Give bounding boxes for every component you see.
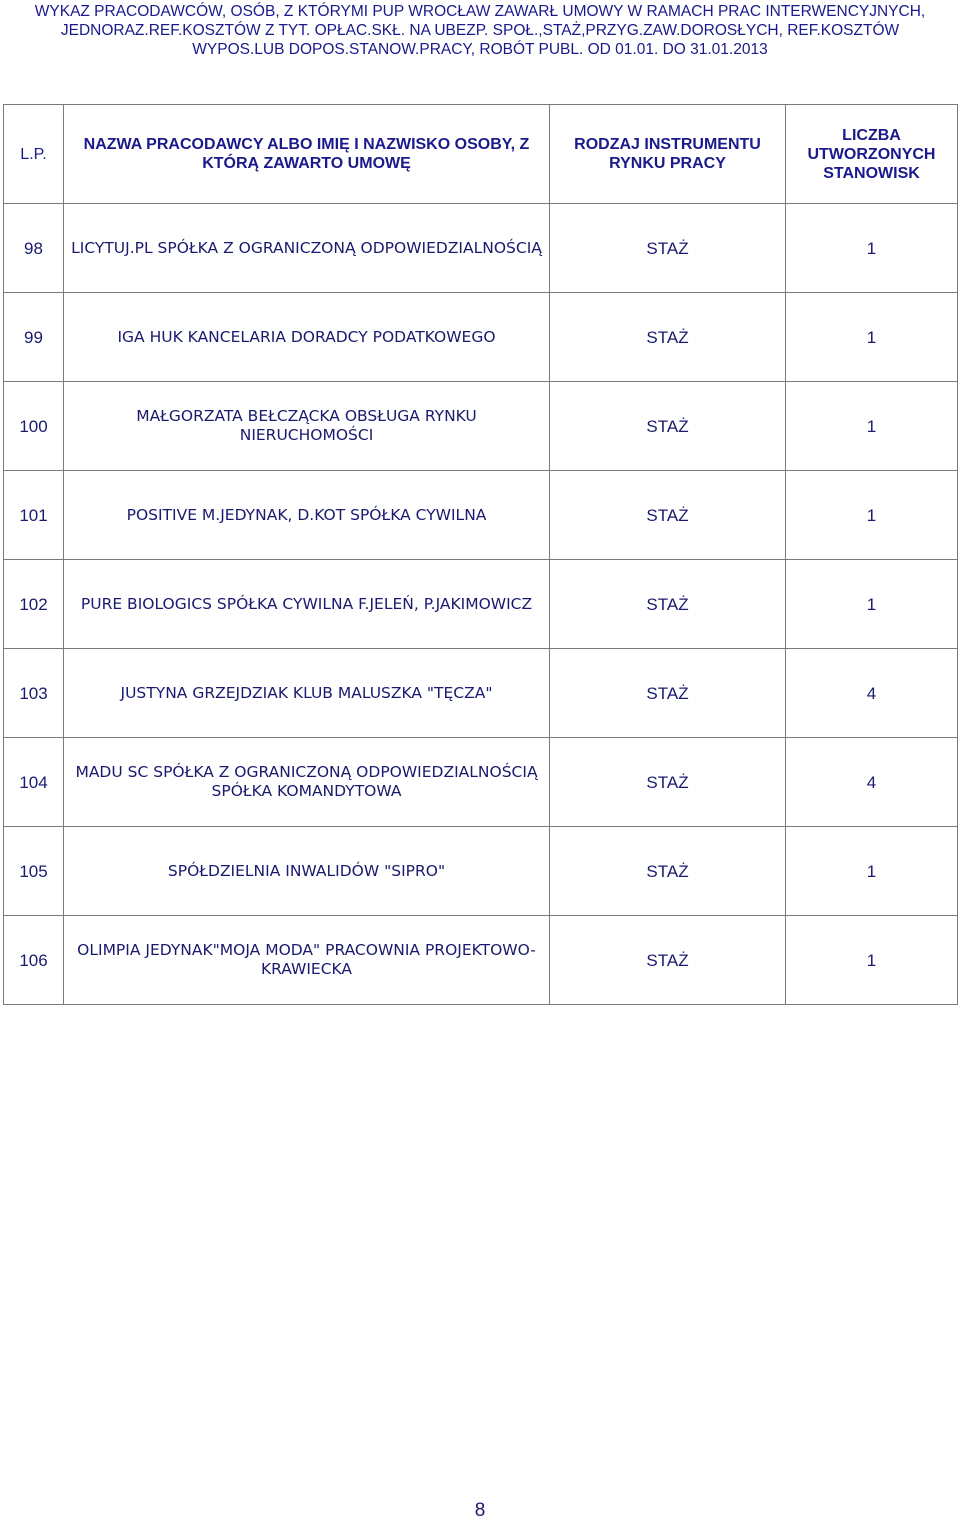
cell-count: 1: [786, 382, 958, 471]
cell-count: 4: [786, 649, 958, 738]
cell-lp: 105: [4, 827, 64, 916]
cell-type: STAŻ: [550, 382, 786, 471]
employers-table: [3, 104, 958, 1005]
table-row: [4, 293, 958, 382]
cell-count: 1: [786, 916, 958, 1005]
cell-name: LICYTUJ.PL SPÓŁKA Z OGRANICZONĄ ODPOWIEDZIALNOŚCIĄ: [64, 204, 550, 293]
cell-lp: 102: [4, 560, 64, 649]
cell-name: PURE BIOLOGICS SPÓŁKA CYWILNA F.JELEŃ, P.JAKIMOWICZ: [64, 560, 550, 649]
cell-lp: 101: [4, 471, 64, 560]
cell-lp: 99: [4, 293, 64, 382]
cell-count: 4: [786, 738, 958, 827]
cell-name: SPÓŁDZIELNIA INWALIDÓW "SIPRO": [64, 827, 550, 916]
cell-lp: 100: [4, 382, 64, 471]
cell-type: STAŻ: [550, 649, 786, 738]
cell-name: IGA HUK KANCELARIA DORADCY PODATKOWEGO: [64, 293, 550, 382]
column-header-type: RODZAJ INSTRUMENTU RYNKU PRACY: [550, 105, 786, 204]
cell-name: MAŁGORZATA BEŁCZĄCKA OBSŁUGA RYNKU NIERUCHOMOŚCI: [64, 382, 550, 471]
header-line-1: WYKAZ PRACODAWCÓW, OSÓB, Z KTÓRYMI PUP WROCŁAW ZAWARŁ UMOWY W RAMACH PRAC INTERWENCYJNYCH,: [34, 3, 926, 20]
cell-lp: 103: [4, 649, 64, 738]
table-row: [4, 916, 958, 1005]
cell-name: OLIMPIA JEDYNAK"MOJA MODA" PRACOWNIA PROJEKTOWO-KRAWIECKA: [64, 916, 550, 1005]
column-header-name: NAZWA PRACODAWCY ALBO IMIĘ I NAZWISKO OSOBY, Z KTÓRĄ ZAWARTO UMOWĘ: [64, 105, 550, 204]
cell-count: 1: [786, 827, 958, 916]
cell-name: JUSTYNA GRZEJDZIAK KLUB MALUSZKA "TĘCZA": [64, 649, 550, 738]
cell-name: MADU SC SPÓŁKA Z OGRANICZONĄ ODPOWIEDZIALNOŚCIĄ SPÓŁKA KOMANDYTOWA: [64, 738, 550, 827]
column-header-count: LICZBA UTWORZONYCH STANOWISK: [786, 105, 958, 204]
table-row: [4, 649, 958, 738]
cell-type: STAŻ: [550, 293, 786, 382]
column-header-lp: L.P.: [4, 105, 64, 204]
table-row: [4, 204, 958, 293]
cell-lp: 106: [4, 916, 64, 1005]
cell-type: STAŻ: [550, 471, 786, 560]
cell-count: 1: [786, 471, 958, 560]
cell-type: STAŻ: [550, 204, 786, 293]
cell-type: STAŻ: [550, 827, 786, 916]
cell-lp: 98: [4, 204, 64, 293]
table-row: [4, 738, 958, 827]
cell-type: STAŻ: [550, 560, 786, 649]
table-header-row: [4, 105, 958, 204]
cell-type: STAŻ: [550, 738, 786, 827]
table-row: [4, 827, 958, 916]
cell-count: 1: [786, 560, 958, 649]
table-row: [4, 382, 958, 471]
header-line-2: JEDNORAZ.REF.KOSZTÓW Z TYT. OPŁAC.SKŁ. NA UBEZP. SPOŁ.,STAŻ,PRZYG.ZAW.DOROSŁYCH, REF.KOSZTÓW: [60, 22, 900, 39]
table-row: [4, 560, 958, 649]
cell-type: STAŻ: [550, 916, 786, 1005]
cell-count: 1: [786, 293, 958, 382]
cell-lp: 104: [4, 738, 64, 827]
header-line-3: WYPOS.LUB DOPOS.STANOW.PRACY, ROBÓT PUBL. OD 01.01. DO 31.01.2013: [192, 41, 768, 58]
page-number: 8: [474, 1500, 486, 1521]
table-row: [4, 471, 958, 560]
document-header: [0, 2, 960, 59]
cell-name: POSITIVE M.JEDYNAK, D.KOT SPÓŁKA CYWILNA: [64, 471, 550, 560]
cell-count: 1: [786, 204, 958, 293]
